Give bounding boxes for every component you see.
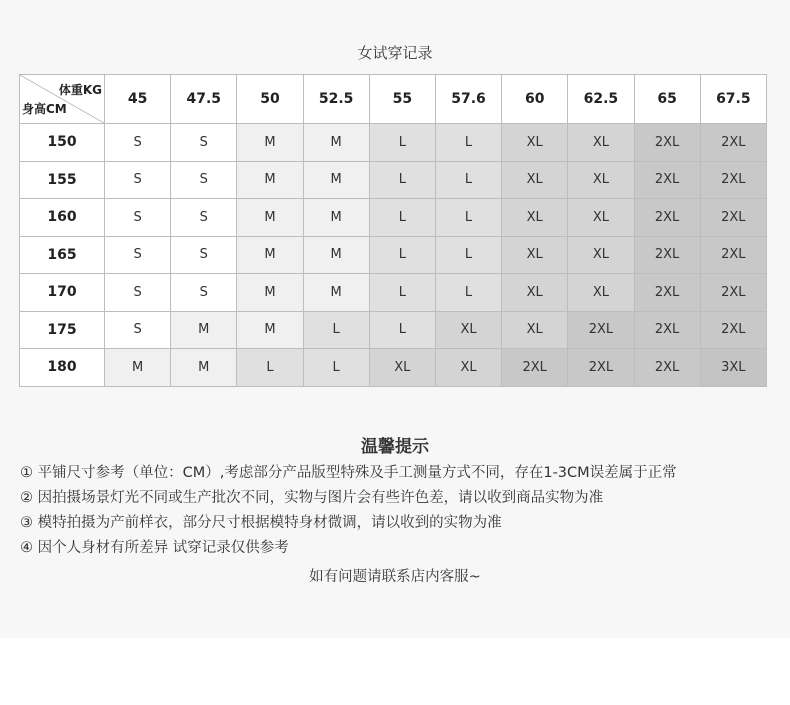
page-title: 女试穿记录 (357, 44, 433, 62)
size-cell: 2XL (634, 311, 700, 349)
size-cell: 2XL (634, 161, 700, 199)
table-row (20, 124, 767, 162)
size-cell: S (105, 311, 171, 349)
size-cell: S (171, 124, 237, 162)
size-cell: L (303, 311, 369, 349)
size-cell: XL (568, 161, 634, 199)
size-cell: M (237, 124, 303, 162)
size-cell: 2XL (634, 124, 700, 162)
height-row-header: 180 (20, 349, 105, 387)
size-cell: XL (568, 124, 634, 162)
size-cell: S (171, 236, 237, 274)
size-cell: 2XL (700, 199, 766, 237)
height-axis-label: 身高CM (22, 102, 67, 116)
table-row (20, 236, 767, 274)
size-cell: M (303, 236, 369, 274)
size-cell: 2XL (502, 349, 568, 387)
size-cell: XL (502, 236, 568, 274)
size-cell: L (369, 311, 435, 349)
table-row (20, 199, 767, 237)
table-row (20, 161, 767, 199)
table-row (20, 349, 767, 387)
size-cell: M (237, 311, 303, 349)
weight-header: 47.5 (171, 75, 237, 124)
size-cell: XL (568, 199, 634, 237)
size-cell: M (303, 199, 369, 237)
size-cell: M (171, 349, 237, 387)
size-cell: M (237, 236, 303, 274)
weight-header: 55 (369, 75, 435, 124)
weight-header: 65 (634, 75, 700, 124)
size-cell: L (369, 199, 435, 237)
height-row-header: 155 (20, 161, 105, 199)
weight-header: 62.5 (568, 75, 634, 124)
size-cell: 2XL (634, 199, 700, 237)
height-row-header: 170 (20, 274, 105, 312)
size-cell: XL (435, 311, 501, 349)
size-cell: S (171, 274, 237, 312)
weight-header: 67.5 (700, 75, 766, 124)
height-row-header: 150 (20, 124, 105, 162)
size-cell: M (171, 311, 237, 349)
size-cell: S (105, 161, 171, 199)
size-cell: L (369, 124, 435, 162)
size-cell: 2XL (634, 274, 700, 312)
size-cell: XL (568, 236, 634, 274)
size-cell: XL (435, 349, 501, 387)
size-cell: L (369, 161, 435, 199)
size-cell: S (105, 236, 171, 274)
size-cell: XL (502, 311, 568, 349)
weight-header: 50 (237, 75, 303, 124)
contact-note: 如有问题请联系店内客服~ (309, 569, 481, 585)
size-cell: S (171, 199, 237, 237)
table-row (20, 311, 767, 349)
size-table (19, 74, 767, 387)
table-header-row (20, 75, 767, 124)
weight-header: 45 (105, 75, 171, 124)
size-cell: 2XL (568, 311, 634, 349)
size-cell: L (435, 274, 501, 312)
tip-item: ② 因拍摄场景灯光不同或生产批次不同，实物与图片会有些许色差，请以收到商品实物为准 (20, 490, 604, 506)
tip-item: ③ 模特拍摄为产前样衣，部分尺寸根据模特身材微调，请以收到的实物为准 (20, 515, 502, 531)
size-cell: XL (502, 199, 568, 237)
size-cell: M (303, 124, 369, 162)
size-cell: 3XL (700, 349, 766, 387)
size-cell: L (369, 274, 435, 312)
size-cell: S (105, 274, 171, 312)
size-cell: S (105, 124, 171, 162)
weight-header: 57.6 (435, 75, 501, 124)
weight-header: 60 (502, 75, 568, 124)
height-row-header: 160 (20, 199, 105, 237)
size-cell: S (171, 161, 237, 199)
size-cell: XL (568, 274, 634, 312)
weight-header: 52.5 (303, 75, 369, 124)
size-cell: L (237, 349, 303, 387)
table-corner-cell (20, 75, 105, 124)
tip-item: ④ 因个人身材有所差异 试穿记录仅供参考 (20, 540, 289, 556)
size-cell: M (237, 161, 303, 199)
tips-list (20, 461, 780, 561)
tip-item: ① 平铺尺寸参考（单位：CM）,考虑部分产品版型特殊及手工测量方式不同，存在1-3CM误差属于正常 (20, 465, 677, 481)
weight-axis-label: 体重KG (58, 83, 102, 97)
size-cell: XL (502, 124, 568, 162)
size-cell: 2XL (634, 236, 700, 274)
size-cell: L (369, 236, 435, 274)
size-cell: XL (502, 161, 568, 199)
size-cell: 2XL (568, 349, 634, 387)
table-row (20, 274, 767, 312)
size-cell: M (237, 274, 303, 312)
size-cell: 2XL (700, 274, 766, 312)
size-cell: L (435, 199, 501, 237)
size-cell: 2XL (700, 236, 766, 274)
size-cell: L (303, 349, 369, 387)
size-cell: S (105, 199, 171, 237)
size-cell: 2XL (700, 124, 766, 162)
size-cell: L (435, 161, 501, 199)
tips-title: 温馨提示 (361, 437, 429, 457)
size-cell: XL (502, 274, 568, 312)
size-cell: M (237, 199, 303, 237)
size-cell: M (105, 349, 171, 387)
size-cell: 2XL (700, 311, 766, 349)
height-row-header: 165 (20, 236, 105, 274)
size-cell: M (303, 274, 369, 312)
height-row-header: 175 (20, 311, 105, 349)
size-cell: XL (369, 349, 435, 387)
size-cell: L (435, 124, 501, 162)
size-cell: L (435, 236, 501, 274)
size-cell: 2XL (634, 349, 700, 387)
size-cell: 2XL (700, 161, 766, 199)
size-cell: M (303, 161, 369, 199)
